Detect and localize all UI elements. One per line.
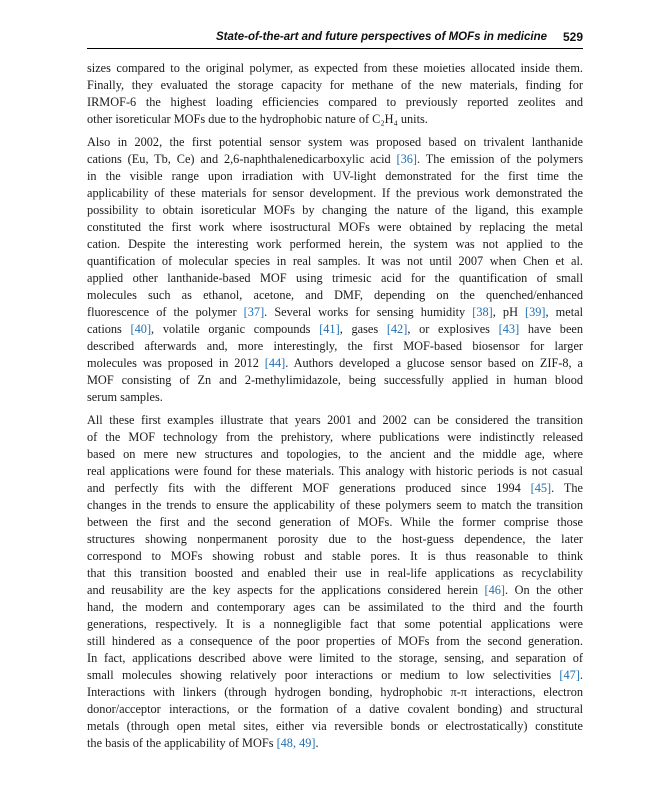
text-line: metals (through open metal sites, either via reversible bonds or electrostatically) constitute	[87, 719, 583, 733]
text-line: changes in the trends to ensure the applicability of these polymers seem to match the transition	[87, 498, 583, 512]
text-line: the basis of the applicability of MOFs [48, 49].	[87, 736, 319, 750]
text-line: molecules was proposed in 2012 [44]. Authors developed a glucose sensor based on ZIF-8, a	[87, 356, 583, 370]
text-line: and reusability are the key aspects for the applications considered herein [46]. On the other	[87, 583, 584, 597]
citation-link[interactable]: [44]	[264, 356, 286, 370]
text-line: MOF consisting of Zn and 2-methylimidazole, being successfully applied in human blood	[87, 373, 583, 387]
text-line: hand, the modern and contemporary ages can be assimilated to the third and the fourth	[87, 600, 583, 614]
citation-link[interactable]: [36]	[396, 152, 417, 166]
paragraph	[87, 60, 583, 128]
text-line: small molecules showing relatively poor interactions or medium to low selectivities [47].	[87, 668, 583, 682]
text-line: of the MOF technology from the prehistory, where publications were indistinctly released	[87, 430, 583, 444]
text-line: All these first examples illustrate that years 2001 and 2002 can be considered the transition	[87, 413, 583, 427]
text-line: described afterwards and, more interestingly, the first MOF-based biosensor for larger	[87, 339, 583, 353]
text-line: that this transition boosted and enabled their use in real-life applications as recyclability	[87, 566, 583, 580]
body-text	[87, 60, 583, 752]
citation-link[interactable]: [48, 49]	[276, 736, 316, 750]
citation-link[interactable]: [46]	[484, 583, 506, 597]
text-line: still hindered as a consequence of the poor properties of MOFs from the second generation.	[87, 634, 583, 648]
text-line: correspond to MOFs showing robust and stable pores. It is thus reasonable to think	[87, 549, 583, 563]
text-line: Finally, they evaluated the storage capacity for methane of the new materials, finding for	[87, 78, 583, 92]
text-line: applied other lanthanide-based MOF using trimesic acid for the quantification of small	[87, 271, 583, 285]
text-line: cations [40], volatile organic compounds [41], gases [42], or explosives [43] have been	[87, 322, 584, 336]
text-line: other isoreticular MOFs due to the hydrophobic nature of C₂H₄ units.	[87, 112, 428, 126]
citation-link[interactable]: [39]	[525, 305, 546, 319]
text-line: quantification of molecular species in real samples. It was not until 2007 when Chen et al.	[87, 254, 583, 268]
text-line: applicability of these materials for sensor development. If the previous work demonstrated the	[87, 186, 583, 200]
paragraph	[87, 412, 583, 752]
text-line: Interactions with linkers (through hydrogen bonding, hydrophobic π-π interactions, electron	[87, 685, 583, 699]
citation-link[interactable]: [41]	[319, 322, 340, 336]
text-line: constituted the first work where isostructural MOFs were obtained by replacing the metal	[87, 220, 583, 234]
citation-link[interactable]: [37]	[243, 305, 265, 319]
text-line: in the visible range upon irradiation with UV-light demonstrated for the first time the	[87, 169, 583, 183]
text-line: In fact, applications described above were limited to the storage, sensing, and separation of	[87, 651, 583, 665]
citation-link[interactable]: [43]	[498, 322, 520, 336]
running-title: State-of-the-art and future perspectives of MOFs in medicine	[216, 31, 547, 43]
text-line: real applications were found for these materials. This analogy with historic periods is not casual	[87, 464, 583, 478]
text-line: and perfectly fits with the different MOF generations produced since 1994 [45]. The	[87, 481, 583, 495]
citation-link[interactable]: [42]	[386, 322, 408, 336]
text-line: cations (Eu, Tb, Ce) and 2,6-naphthalenedicarboxylic acid [36]. The emission of the polymers	[87, 152, 583, 166]
page-number: 529	[562, 30, 583, 44]
text-line: based on mere new structures and topologies, to the ancient and the middle age, where	[87, 447, 583, 461]
text-line: Also in 2002, the first potential sensor system was proposed based on trivalent lanthanide	[87, 135, 583, 149]
text-line: sizes compared to the original polymer, as expected from these moieties allocated inside them.	[87, 61, 583, 75]
citation-link[interactable]: [45]	[530, 481, 552, 495]
citation-link[interactable]: [40]	[130, 322, 152, 336]
running-header	[87, 28, 583, 49]
text-line: possibility to obtain isoreticular MOFs by changing the nature of the ligand, this example	[87, 203, 583, 217]
text-line: cation. Despite the interesting work performed herein, the system was not applied to the	[87, 237, 583, 251]
text-line: molecules such as ethanol, acetone, and DMF, depending on the quenched/enhanced	[87, 288, 583, 302]
text-line: generations, respectively. It is a nonnegligible fact that some potential applications were	[87, 617, 583, 631]
paragraph	[87, 134, 583, 406]
text-line: serum samples.	[87, 390, 163, 404]
text-line: structures showing nonpermanent porosity due to the host-guess dependence, the later	[87, 532, 583, 546]
text-line: fluorescence of the polymer [37]. Several works for sensing humidity [38], pH [39], metal	[87, 305, 583, 319]
citation-link[interactable]: [38]	[472, 305, 493, 319]
text-line: between the first and the second generation of MOFs. While the former comprise those	[87, 515, 583, 529]
text-line: IRMOF-6 the highest loading efficiencies compared to previously reported zeolites and	[87, 95, 583, 109]
citation-link[interactable]: [47]	[559, 668, 580, 682]
text-line: donor/acceptor interactions, or the formation of a dative covalent bonding) and structural	[87, 702, 583, 716]
